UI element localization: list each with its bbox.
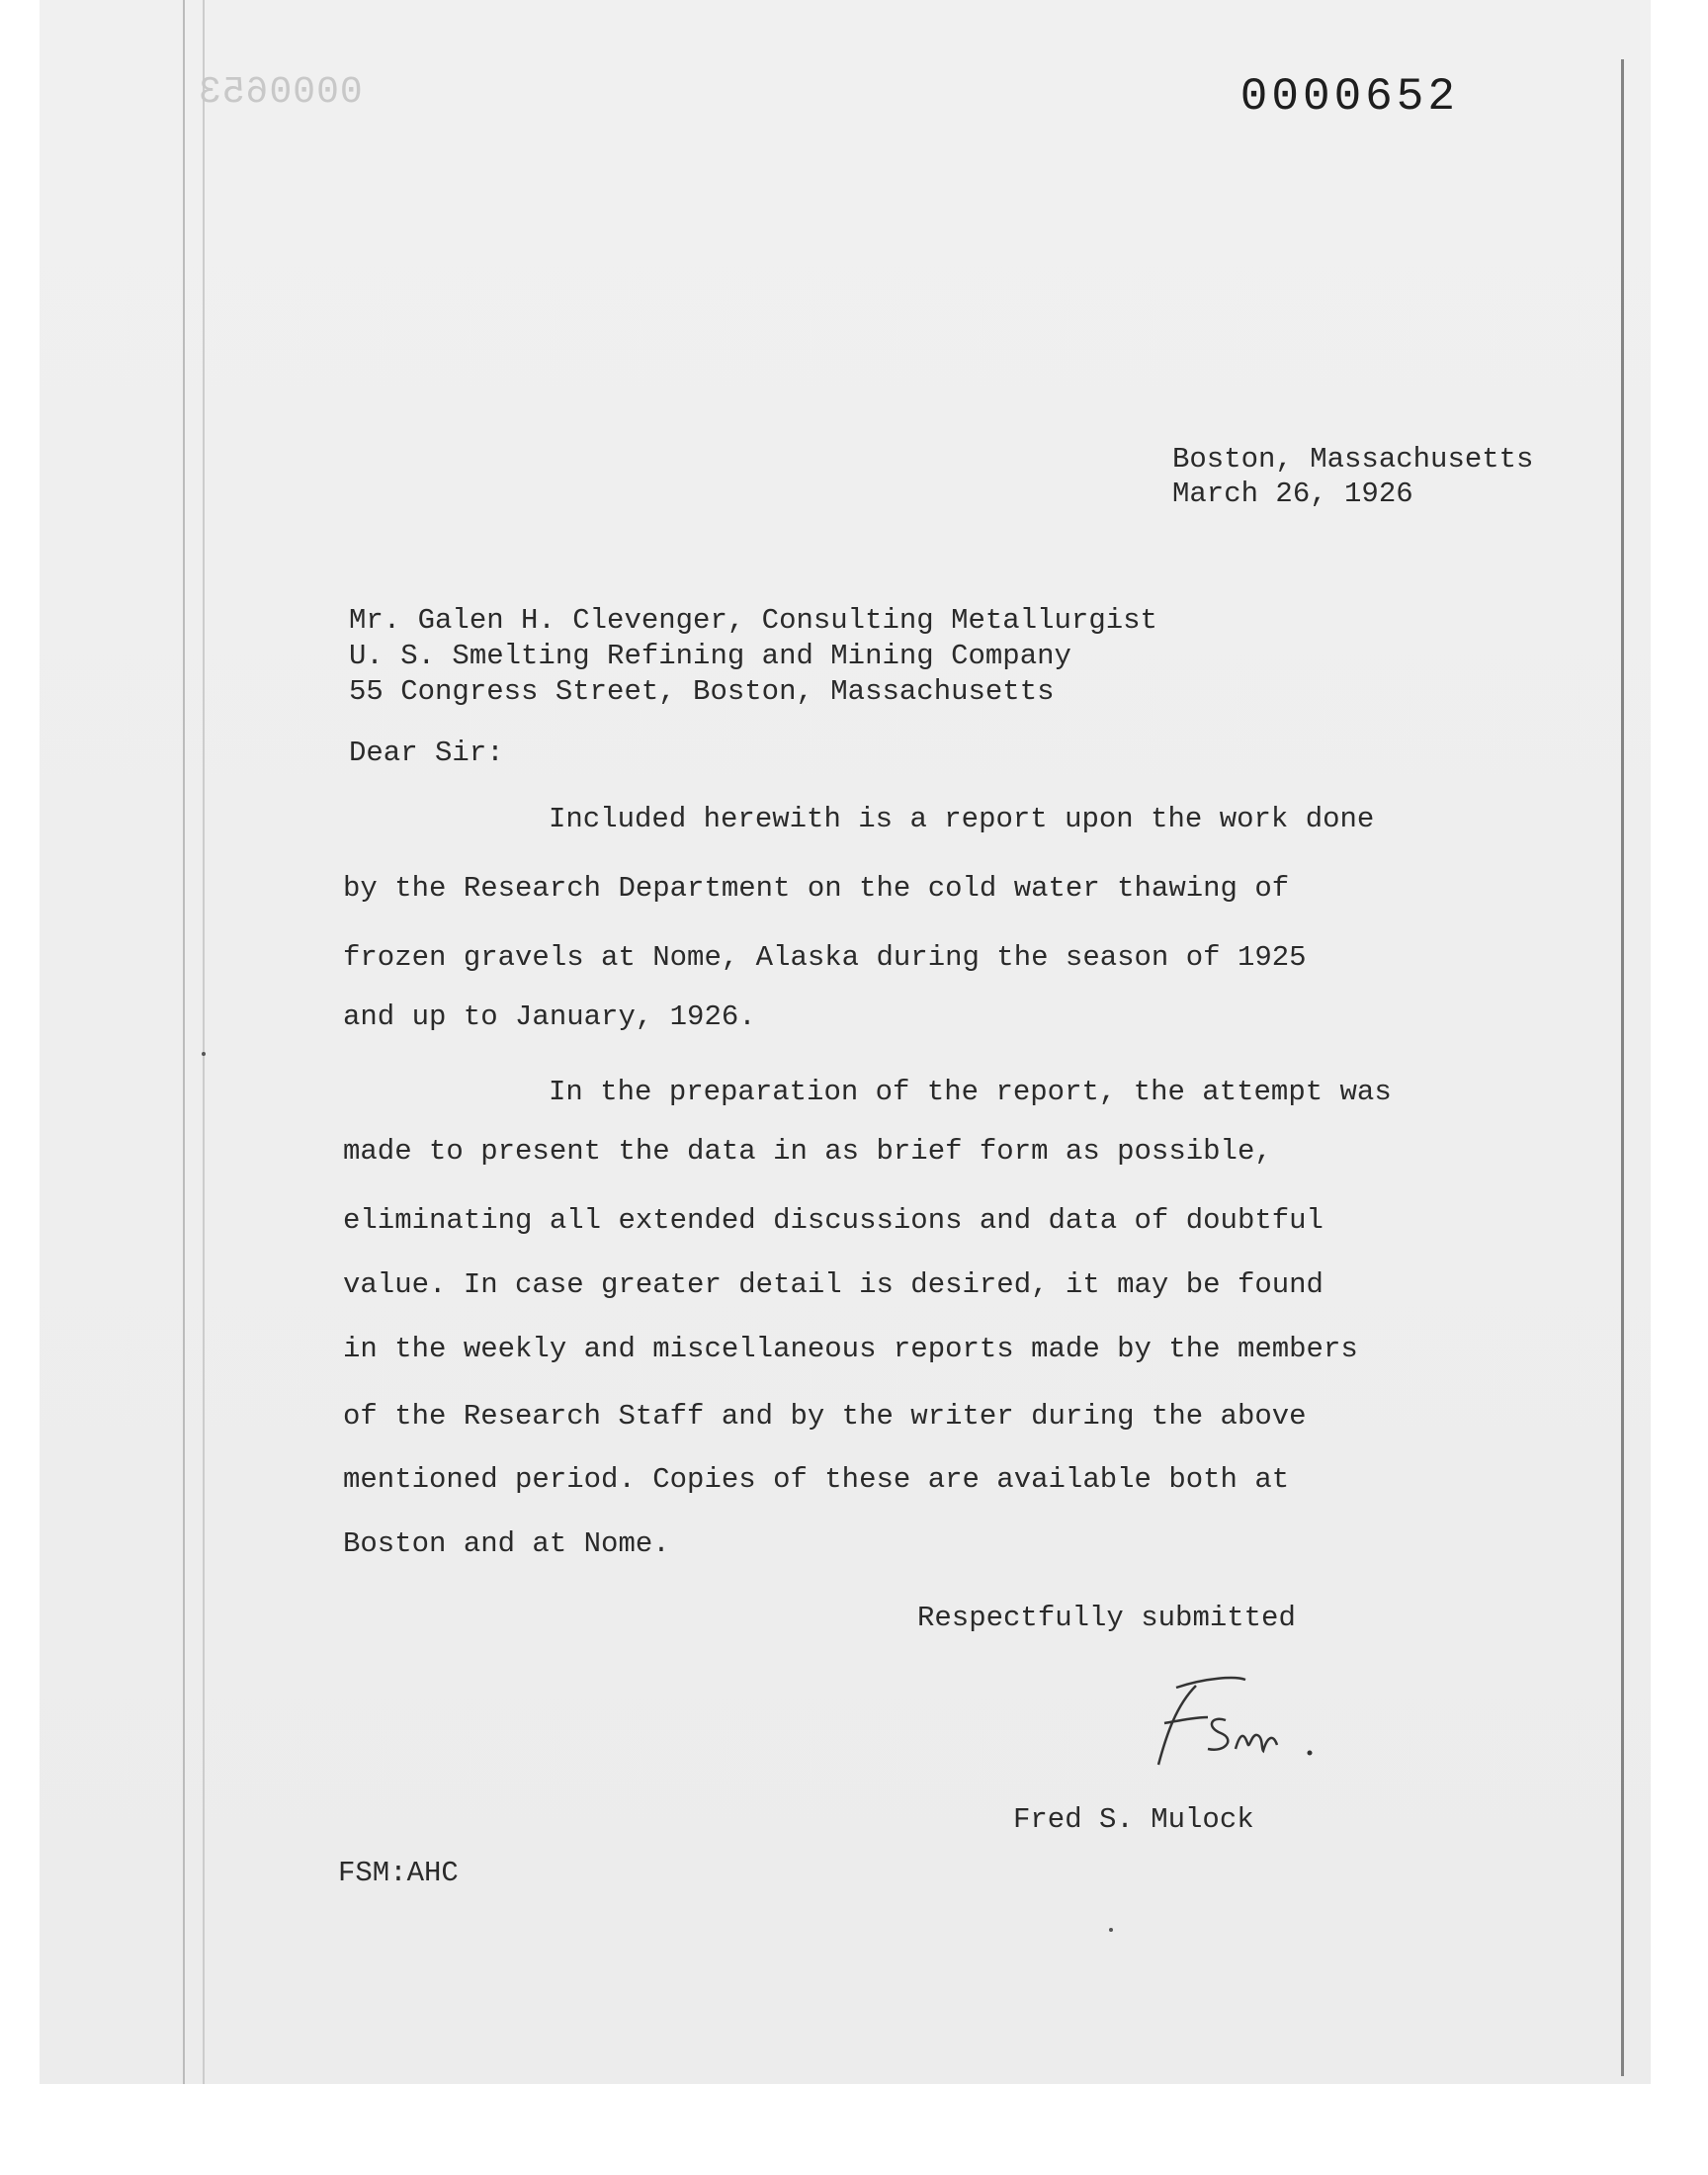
closing-phrase: Respectfully submitted [917, 1602, 1296, 1634]
paragraph-2-line: value. In case greater detail is desired, it may be found [343, 1268, 1324, 1301]
paragraph-2-line: eliminating all extended discussions and data of doubtful [343, 1204, 1324, 1237]
recipient-address-line: 55 Congress Street, Boston, Massachusetts [349, 675, 1055, 708]
recipient-name-line: Mr. Galen H. Clevenger, Consulting Metallurgist [349, 604, 1157, 637]
paragraph-2-line: mentioned period. Copies of these are available both at [343, 1463, 1290, 1496]
paragraph-1-line: and up to January, 1926. [343, 1000, 756, 1033]
document-number: 0000652 [1239, 71, 1459, 123]
paragraph-2-line: in the weekly and miscellaneous reports made by the members [343, 1333, 1358, 1365]
bleed-through-number: 0000653 [198, 71, 363, 114]
paragraph-1-line: Included herewith is a report upon the work done [549, 803, 1375, 835]
reference-initials: FSM:AHC [338, 1857, 459, 1889]
paragraph-1-line: frozen gravels at Nome, Alaska during the season of 1925 [343, 941, 1307, 974]
letter-date: March 26, 1926 [1172, 478, 1413, 510]
page-margin-line [183, 0, 185, 2084]
paragraph-2-line: of the Research Staff and by the writer during the above [343, 1400, 1307, 1433]
paragraph-2-line: Boston and at Nome. [343, 1527, 670, 1560]
paragraph-1-line: by the Research Department on the cold water thawing of [343, 872, 1290, 905]
page-margin-line-inner [203, 0, 205, 2084]
salutation: Dear Sir: [349, 737, 504, 769]
letter-place: Boston, Massachusetts [1172, 443, 1534, 476]
handwritten-signature [1137, 1666, 1334, 1775]
document-page [40, 0, 1651, 2084]
page-speck [1109, 1928, 1113, 1932]
signer-name: Fred S. Mulock [1013, 1803, 1254, 1836]
page-speck [202, 1052, 206, 1056]
page-right-edge [1621, 59, 1624, 2076]
paragraph-2-line: made to present the data in as brief form as possible, [343, 1135, 1272, 1168]
paragraph-2-line: In the preparation of the report, the attempt was [549, 1076, 1392, 1108]
recipient-company-line: U. S. Smelting Refining and Mining Company [349, 640, 1071, 672]
